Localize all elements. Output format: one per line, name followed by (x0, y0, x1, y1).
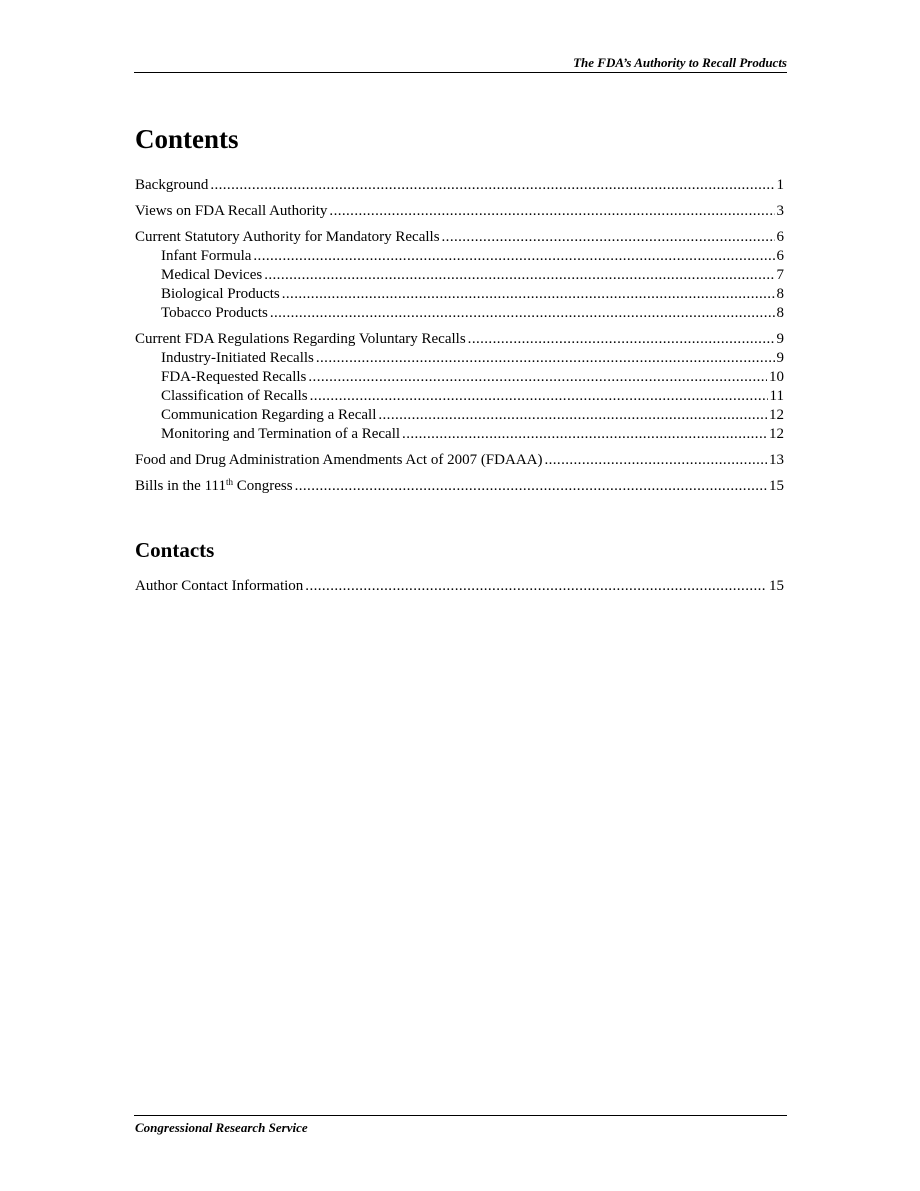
contents-heading: Contents (135, 124, 239, 154)
toc-entry-text (135, 477, 293, 496)
toc-page-number: 9 (776, 350, 784, 366)
footer-rule (134, 1115, 787, 1116)
dot-leader (264, 266, 774, 285)
toc-entry-text: Current Statutory Authority for Mandatory Recalls (135, 229, 440, 245)
dot-leader (442, 228, 775, 247)
toc-entry-fda-requested-recalls[interactable] (135, 368, 784, 387)
toc-entry-text: Classification of Recalls (161, 388, 308, 404)
toc-entry-text: Food and Drug Administration Amendments Act of 2007 (FDAAA) (135, 452, 543, 468)
toc-entry-background[interactable] (135, 176, 784, 195)
toc-page-number: 9 (776, 331, 784, 347)
toc-page-number: 8 (776, 305, 784, 321)
dot-leader (282, 285, 775, 304)
toc-page-number: 6 (776, 248, 784, 264)
toc-entry-tobacco-products[interactable] (135, 304, 784, 323)
dot-leader (329, 202, 774, 221)
toc-entry-infant-formula[interactable] (135, 247, 784, 266)
toc-page-number: 12 (769, 426, 784, 442)
dot-leader (308, 368, 767, 387)
toc-entry-text: Current FDA Regulations Regarding Voluntary Recalls (135, 331, 466, 347)
toc-entry-text: Views on FDA Recall Authority (135, 203, 328, 219)
dot-leader (316, 349, 775, 368)
toc-entry-biological-products[interactable] (135, 285, 784, 304)
toc-page-number: 12 (769, 407, 784, 423)
dot-leader (295, 477, 767, 496)
toc-entry-text: Biological Products (161, 286, 280, 302)
header-rule (134, 72, 787, 73)
dot-leader (210, 176, 774, 195)
toc-page-number: 8 (776, 286, 784, 302)
toc-page-number: 6 (776, 229, 784, 245)
toc-entry-author-contact-information[interactable] (135, 577, 784, 596)
contacts-heading: Contacts (135, 538, 215, 562)
toc-entry-text: Infant Formula (161, 248, 252, 264)
dot-leader (310, 387, 768, 406)
dot-leader (270, 304, 775, 323)
dot-leader (378, 406, 767, 425)
ordinal-superscript: th (225, 477, 233, 487)
toc-entry-classification-of-recalls[interactable] (135, 387, 784, 406)
toc-entry-mandatory-recalls[interactable] (135, 228, 784, 247)
contacts-list (135, 577, 784, 596)
table-of-contents (135, 176, 784, 496)
toc-page-number: 15 (769, 578, 784, 594)
running-header: The FDA’s Authority to Recall Products (573, 55, 787, 70)
toc-page-number: 7 (776, 267, 784, 283)
toc-text-suffix: Congress (233, 478, 293, 494)
toc-entry-views-on-fda-recall-authority[interactable] (135, 202, 784, 221)
toc-entry-text: Background (135, 177, 209, 193)
dot-leader (253, 247, 774, 266)
dot-leader (468, 330, 775, 349)
toc-entry-text: Industry-Initiated Recalls (161, 350, 314, 366)
toc-page-number: 15 (769, 478, 784, 494)
dot-leader (544, 451, 767, 470)
dot-leader (402, 425, 767, 444)
toc-entry-voluntary-recalls[interactable] (135, 330, 784, 349)
toc-entry-text: Communication Regarding a Recall (161, 407, 377, 423)
toc-entry-text: Tobacco Products (161, 305, 268, 321)
toc-entry-industry-initiated-recalls[interactable] (135, 349, 784, 368)
dot-leader (305, 577, 767, 596)
toc-entry-text: Monitoring and Termination of a Recall (161, 426, 401, 442)
toc-page-number: 10 (769, 369, 784, 385)
toc-page-number: 13 (769, 452, 784, 468)
toc-text-prefix: Bills in the 111 (135, 478, 226, 494)
toc-page-number: 11 (769, 388, 784, 404)
toc-page-number: 1 (776, 177, 784, 193)
toc-entry-text: FDA-Requested Recalls (161, 369, 307, 385)
toc-entry-bills-in-111th-congress[interactable] (135, 477, 784, 496)
toc-entry-monitoring-and-termination[interactable] (135, 425, 784, 444)
toc-entry-text: Medical Devices (161, 267, 263, 283)
toc-entry-medical-devices[interactable] (135, 266, 784, 285)
toc-entry-fdaaa[interactable] (135, 451, 784, 470)
toc-page-number: 3 (776, 203, 784, 219)
toc-entry-communication-regarding-a-recall[interactable] (135, 406, 784, 425)
running-footer: Congressional Research Service (135, 1120, 308, 1135)
toc-entry-text: Author Contact Information (135, 578, 304, 594)
